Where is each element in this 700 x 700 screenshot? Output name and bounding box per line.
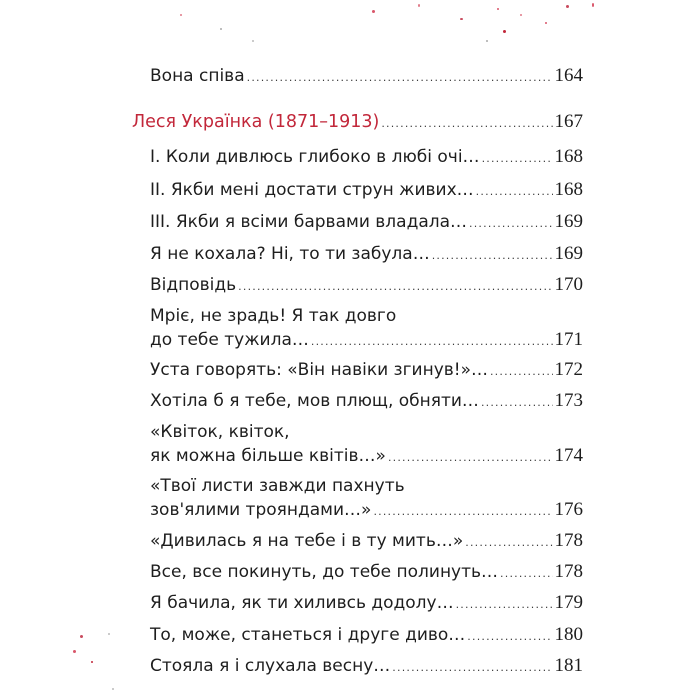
page-number: 168 xyxy=(554,146,583,167)
dot-leader xyxy=(490,360,553,384)
toc-entry[interactable] xyxy=(150,273,583,299)
toc-entry[interactable] xyxy=(150,210,583,236)
speck xyxy=(486,40,488,42)
entry-title: Я не кохала? Ні, то ти забула… xyxy=(150,244,430,264)
speck xyxy=(220,28,222,30)
page-number: 179 xyxy=(554,592,583,613)
toc-entry[interactable] xyxy=(150,358,583,384)
speck xyxy=(108,633,110,635)
page-number: 167 xyxy=(554,111,583,132)
speck xyxy=(566,5,569,8)
speck xyxy=(372,10,375,13)
entry-title: То, може, станеться і друге диво… xyxy=(150,625,466,645)
entry-title: до тебе тужила… xyxy=(150,330,309,350)
entry-title-line1: «Квіток, квіток, xyxy=(150,422,290,442)
entry-title: II. Якби мені достати струн живих… xyxy=(150,180,474,200)
toc-entry[interactable] xyxy=(150,654,583,680)
dot-leader xyxy=(311,330,553,354)
dot-leader xyxy=(482,147,553,171)
entry-title-line1: Мріє, не зрадь! Я так довго xyxy=(150,306,397,326)
page-number: 181 xyxy=(554,655,583,676)
toc-entry[interactable] xyxy=(150,560,583,586)
toc-entry[interactable] xyxy=(150,145,583,171)
section-title: Леся Українка (1871–1913) xyxy=(132,112,380,132)
toc-entry[interactable] xyxy=(150,242,583,268)
entry-title: Уста говорять: «Він навіки згинув!»… xyxy=(150,360,488,380)
toc-entry[interactable] xyxy=(150,420,583,470)
toc-entry[interactable] xyxy=(150,623,583,649)
speck xyxy=(80,635,83,638)
toc-entry[interactable] xyxy=(150,591,583,617)
entry-title: III. Якби я всіми барвами владала… xyxy=(150,212,468,232)
toc-entry[interactable] xyxy=(150,389,583,415)
toc-entry[interactable] xyxy=(150,474,583,524)
toc-entry[interactable] xyxy=(150,178,583,204)
dot-leader xyxy=(500,562,552,586)
entry-title: Я бачила, як ти хиливсь додолу… xyxy=(150,593,454,613)
page-number: 164 xyxy=(554,65,583,86)
speck xyxy=(545,22,547,24)
dot-leader xyxy=(467,625,552,649)
speck xyxy=(460,18,463,20)
page-number: 176 xyxy=(554,499,583,520)
speck xyxy=(592,3,594,7)
page-number: 180 xyxy=(554,624,583,645)
speck xyxy=(180,14,182,16)
page-number: 173 xyxy=(554,390,583,411)
entry-title: I. Коли дивлюсь глибоко в любі очі… xyxy=(150,147,480,167)
entry-title: Хотіла б я тебе, мов плющ, обняти… xyxy=(150,391,479,411)
entry-title: Вона співа xyxy=(150,66,245,86)
dot-leader xyxy=(432,244,553,268)
page-number: 174 xyxy=(554,445,583,466)
page-number: 169 xyxy=(554,211,583,232)
dot-leader xyxy=(481,391,553,415)
dot-leader xyxy=(469,212,552,236)
page-number: 172 xyxy=(554,359,583,380)
dot-leader xyxy=(238,275,552,299)
page-number: 171 xyxy=(554,329,583,350)
speck xyxy=(520,14,522,16)
entry-title: Все, все покинуть, до тебе полинуть… xyxy=(150,562,499,582)
dot-leader xyxy=(373,500,552,524)
speck xyxy=(497,8,499,10)
dot-leader xyxy=(388,446,553,470)
speck xyxy=(73,650,76,653)
speck xyxy=(112,688,114,690)
toc-entry[interactable] xyxy=(150,304,583,354)
toc-entry[interactable] xyxy=(150,64,583,90)
page-number: 170 xyxy=(554,274,583,295)
entry-title: як можна більше квітів…» xyxy=(150,446,386,466)
speck xyxy=(418,4,420,7)
dot-leader xyxy=(465,531,552,555)
dot-leader xyxy=(476,180,553,204)
entry-title: «Дивилась я на тебе і в ту мить…» xyxy=(150,531,464,551)
speck xyxy=(91,661,93,663)
dot-leader xyxy=(381,112,552,136)
entry-title: Стояла я і слухала весну… xyxy=(150,656,391,676)
speck xyxy=(503,30,506,33)
dot-leader xyxy=(456,593,553,617)
dot-leader xyxy=(392,656,552,680)
entry-title-line1: «Твої листи завжди пахнуть xyxy=(150,476,405,496)
entry-title: Відповідь xyxy=(150,275,237,295)
toc-entry[interactable] xyxy=(150,529,583,555)
page-number: 169 xyxy=(554,243,583,264)
page-number: 178 xyxy=(554,561,583,582)
page-number: 178 xyxy=(554,530,583,551)
entry-title: зов'ялими трояндами…» xyxy=(150,500,372,520)
page-number: 168 xyxy=(554,179,583,200)
speck xyxy=(252,40,254,42)
section-heading[interactable] xyxy=(132,110,583,136)
dot-leader xyxy=(247,66,553,90)
